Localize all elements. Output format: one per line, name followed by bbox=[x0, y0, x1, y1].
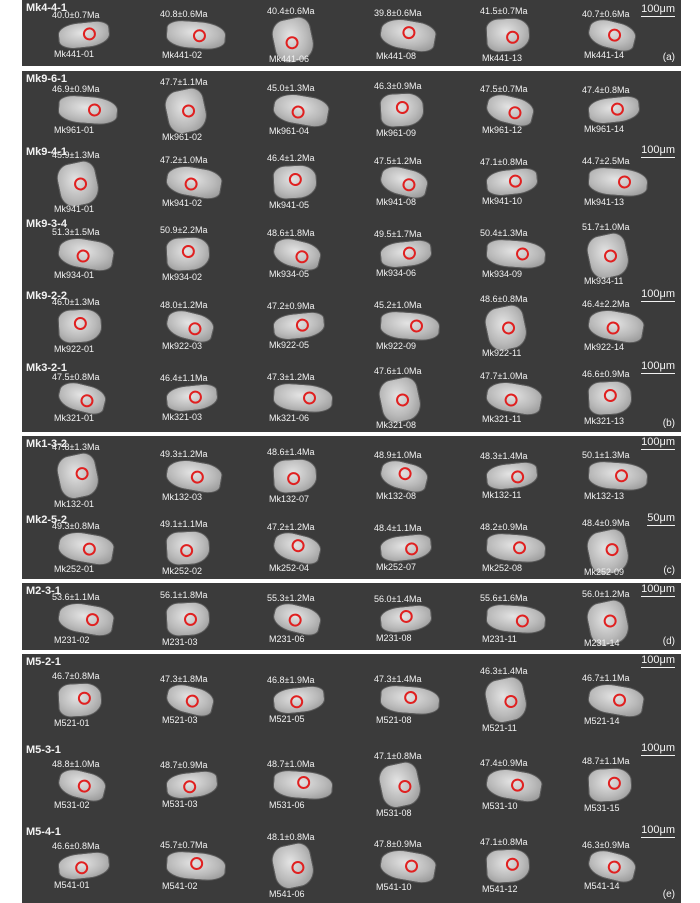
scale-bar-line bbox=[647, 525, 675, 526]
grain-age: 55.6±1.6Ma bbox=[480, 592, 528, 603]
grain-age: 40.8±0.6Ma bbox=[160, 9, 208, 19]
grain-id: Mk934-05 bbox=[269, 269, 310, 279]
grain-id: M521-14 bbox=[584, 716, 620, 726]
zircon-grain bbox=[484, 378, 544, 417]
zircon-grain bbox=[379, 91, 425, 127]
grain-id: Mk132-01 bbox=[54, 499, 95, 509]
zircon-grain bbox=[162, 85, 210, 136]
scale-bar-line bbox=[641, 837, 675, 838]
grain-id: Mk132-03 bbox=[162, 492, 203, 502]
zircon-grain bbox=[377, 457, 430, 496]
grain-age: 49.1±1.1Ma bbox=[160, 518, 208, 529]
zircon-grain bbox=[485, 238, 547, 270]
zircon-grain bbox=[270, 599, 323, 638]
grain-id: Mk321-11 bbox=[482, 414, 522, 424]
grain-age: 46.3±0.9Ma bbox=[582, 839, 630, 850]
zircon-grain bbox=[165, 19, 227, 51]
grain-id: Mk441-02 bbox=[162, 50, 203, 60]
grain-id: Mk441-06 bbox=[269, 54, 310, 64]
scale-bar bbox=[641, 144, 675, 156]
zircon-grain bbox=[482, 674, 530, 725]
zircon-grain bbox=[483, 90, 536, 129]
grain-age: 47.4±0.9Ma bbox=[480, 758, 528, 768]
zircon-grain bbox=[164, 456, 224, 495]
sample-row bbox=[22, 0, 681, 66]
sample-row bbox=[22, 583, 681, 650]
grain-age: 48.9±1.0Ma bbox=[374, 450, 422, 460]
grain-id: M541-14 bbox=[584, 880, 620, 891]
grain-id: M531-02 bbox=[54, 800, 90, 810]
zircon-grain bbox=[377, 163, 430, 202]
scale-bar-label: 100μm bbox=[641, 824, 675, 836]
analysis-spot bbox=[74, 316, 88, 330]
zircon-grain bbox=[270, 528, 323, 567]
grain-id: M531-06 bbox=[269, 800, 305, 810]
zircon-grain bbox=[482, 302, 530, 353]
grain-age: 47.2±1.0Ma bbox=[160, 155, 208, 165]
panel-1 bbox=[22, 0, 681, 66]
grain-id: Mk941-08 bbox=[376, 197, 417, 207]
zircon-grain bbox=[57, 850, 111, 881]
grain-age: 50.9±2.2Ma bbox=[160, 225, 208, 235]
zircon-grain bbox=[272, 382, 334, 414]
grain-id: M531-08 bbox=[376, 808, 412, 818]
sample-row bbox=[22, 824, 681, 903]
zircon-grain bbox=[272, 310, 326, 341]
zircon-grain bbox=[165, 382, 219, 413]
grain-id: Mk961-09 bbox=[376, 127, 417, 138]
grain-age: 48.3±1.4Ma bbox=[480, 451, 528, 461]
zircon-grain bbox=[485, 17, 531, 53]
zircon-grain bbox=[165, 769, 219, 800]
grain-age: 45.0±1.3Ma bbox=[267, 82, 315, 93]
grain-id: Mk922-14 bbox=[584, 342, 625, 352]
sample-row bbox=[22, 742, 681, 824]
grain-id: M531-03 bbox=[162, 799, 198, 809]
grain-age: 39.8±0.6Ma bbox=[374, 8, 422, 18]
panel-letter: (d) bbox=[662, 636, 675, 647]
grain-id: Mk961-02 bbox=[162, 132, 203, 142]
scale-bar bbox=[641, 654, 675, 666]
grain-id: M531-15 bbox=[584, 803, 620, 813]
grain-id: M231-11 bbox=[482, 633, 517, 644]
sample-title: Mk9-4-1 bbox=[26, 146, 67, 158]
grain-age: 48.0±1.2Ma bbox=[160, 300, 208, 310]
analysis-spot bbox=[182, 244, 196, 258]
scale-bar-line bbox=[641, 596, 675, 597]
grain-id: M541-12 bbox=[482, 883, 518, 894]
grain-id: Mk321-08 bbox=[376, 420, 417, 430]
scale-bar-line bbox=[641, 157, 675, 158]
grain-id: Mk132-13 bbox=[584, 491, 625, 501]
sample-title: Mk1-3-2 bbox=[26, 438, 67, 450]
grain-age: 47.8±1.3Ma bbox=[52, 442, 100, 452]
zircon-grain bbox=[54, 450, 102, 501]
zircon-grain bbox=[585, 16, 638, 55]
zircon-grain bbox=[586, 306, 646, 345]
grain-id: Mk961-12 bbox=[482, 124, 523, 135]
grain-id: M531-10 bbox=[482, 801, 518, 811]
sample-title: Mk3-2-1 bbox=[26, 362, 67, 374]
zircon-grain bbox=[484, 765, 544, 804]
scale-bar-label: 100μm bbox=[641, 144, 675, 156]
grain-age: 44.7±2.5Ma bbox=[582, 156, 630, 166]
sample-title: M2-3-1 bbox=[26, 585, 61, 597]
sample-row bbox=[22, 512, 681, 579]
grain-id: Mk321-06 bbox=[269, 413, 310, 423]
grain-id: Mk934-02 bbox=[162, 272, 203, 282]
scale-bar bbox=[641, 824, 675, 836]
grain-id: Mk941-01 bbox=[54, 204, 95, 214]
grain-id: Mk252-07 bbox=[376, 561, 417, 572]
sample-title: Mk9-2-2 bbox=[26, 290, 67, 302]
scale-bar-label: 50μm bbox=[647, 512, 675, 524]
grain-id: M231-14 bbox=[584, 638, 620, 648]
zircon-grain bbox=[585, 846, 638, 885]
panel-3 bbox=[22, 436, 681, 579]
sample-title: M5-2-1 bbox=[26, 656, 61, 668]
zircon-grain bbox=[376, 759, 424, 810]
zircon-grain bbox=[55, 379, 108, 418]
grain-age: 51.3±1.5Ma bbox=[52, 227, 100, 237]
grain-age: 48.4±0.9Ma bbox=[582, 518, 630, 528]
grain-age: 49.3±0.8Ma bbox=[52, 520, 100, 531]
zircon-grain bbox=[57, 308, 103, 344]
grain-id: Mk252-01 bbox=[54, 563, 95, 574]
grain-age: 45.7±0.7Ma bbox=[160, 839, 208, 850]
sample-row bbox=[22, 360, 681, 432]
grain-id: M231-08 bbox=[376, 632, 412, 643]
analysis-spot bbox=[508, 174, 522, 188]
scale-bar-label: 100μm bbox=[641, 742, 675, 754]
grain-age: 46.8±1.9Ma bbox=[267, 675, 315, 685]
grain-id: M541-02 bbox=[162, 880, 198, 891]
sample-title: Mk9-3-4 bbox=[26, 218, 67, 230]
grain-id: M541-06 bbox=[269, 888, 305, 899]
scale-bar-label: 100μm bbox=[641, 3, 675, 15]
grain-id: Mk441-01 bbox=[54, 49, 95, 59]
zircon-grain bbox=[378, 846, 438, 885]
zircon-grain bbox=[584, 230, 632, 281]
grain-age: 47.2±1.2Ma bbox=[267, 521, 315, 532]
zircon-grain bbox=[165, 529, 211, 565]
grain-id: Mk252-04 bbox=[269, 562, 310, 573]
grain-id: Mk934-09 bbox=[482, 269, 523, 279]
scale-bar-label: 100μm bbox=[641, 360, 675, 372]
grain-age: 47.2±0.9Ma bbox=[267, 301, 315, 311]
grain-age: 48.1±0.8Ma bbox=[267, 831, 315, 842]
panel-letter: (b) bbox=[662, 418, 675, 429]
zircon-grain bbox=[272, 769, 334, 801]
scale-bar-label: 100μm bbox=[641, 654, 675, 666]
scale-bar-line bbox=[641, 755, 675, 756]
grain-id: Mk252-09 bbox=[584, 567, 625, 577]
grain-id: Mk922-09 bbox=[376, 341, 417, 351]
grain-id: Mk941-05 bbox=[269, 200, 310, 210]
sample-title: M5-3-1 bbox=[26, 744, 61, 756]
analysis-spot bbox=[287, 471, 301, 485]
scale-bar-line bbox=[641, 301, 675, 302]
grain-age: 56.0±1.4Ma bbox=[374, 593, 422, 604]
grain-age: 50.1±1.3Ma bbox=[582, 450, 630, 460]
grain-age: 47.5±0.8Ma bbox=[52, 372, 100, 382]
grain-age: 49.3±1.2Ma bbox=[160, 449, 208, 459]
zircon-grain bbox=[54, 158, 102, 209]
grain-id: Mk441-08 bbox=[376, 51, 417, 61]
zircon-grain bbox=[55, 766, 108, 805]
grain-age: 45.9±1.3Ma bbox=[52, 150, 100, 160]
grain-id: Mk922-11 bbox=[482, 348, 522, 358]
scale-bar-line bbox=[641, 373, 675, 374]
grain-id: Mk252-02 bbox=[162, 565, 203, 576]
zircon-grain bbox=[165, 600, 211, 636]
zircon-grain bbox=[485, 531, 547, 563]
grain-id: M541-10 bbox=[376, 881, 412, 892]
grain-age: 48.6±1.8Ma bbox=[267, 228, 315, 238]
sample-title: Mk2-5-2 bbox=[26, 514, 67, 526]
grain-age: 48.8±1.0Ma bbox=[52, 759, 100, 769]
grain-age: 46.3±1.4Ma bbox=[480, 666, 528, 676]
sample-row bbox=[22, 288, 681, 360]
scale-bar-label: 100μm bbox=[641, 288, 675, 300]
grain-age: 47.3±1.4Ma bbox=[374, 674, 422, 684]
grain-id: Mk922-03 bbox=[162, 341, 203, 351]
scale-bar-line bbox=[641, 667, 675, 668]
zircon-grain bbox=[57, 682, 103, 718]
grain-age: 47.4±0.8Ma bbox=[582, 84, 630, 95]
grain-age: 46.6±0.9Ma bbox=[582, 369, 630, 379]
grain-age: 46.3±0.9Ma bbox=[374, 80, 422, 91]
zircon-grain bbox=[379, 532, 433, 563]
grain-id: Mk321-03 bbox=[162, 412, 203, 422]
grain-id: M231-03 bbox=[162, 636, 198, 647]
panel-letter: (a) bbox=[662, 52, 675, 63]
grain-age: 40.7±0.6Ma bbox=[582, 9, 630, 19]
grain-age: 50.4±1.3Ma bbox=[480, 228, 528, 238]
grain-age: 48.7±1.0Ma bbox=[267, 759, 315, 769]
grain-age: 46.4±2.2Ma bbox=[582, 299, 630, 309]
sample-row bbox=[22, 216, 681, 288]
zircon-grain bbox=[272, 164, 318, 200]
panel-4 bbox=[22, 583, 681, 650]
zircon-grain bbox=[587, 94, 641, 125]
zircon-grain bbox=[379, 603, 433, 634]
panel-letter: (c) bbox=[663, 565, 675, 576]
zircon-grain bbox=[378, 15, 438, 54]
grain-age: 47.5±0.7Ma bbox=[480, 83, 528, 94]
zircon-grain bbox=[57, 93, 119, 125]
grain-age: 46.0±1.3Ma bbox=[52, 297, 100, 307]
grain-id: M231-02 bbox=[54, 634, 90, 645]
sample-row bbox=[22, 144, 681, 216]
zircon-grain bbox=[586, 680, 646, 719]
grain-age: 56.1±1.8Ma bbox=[160, 589, 208, 600]
zircon-grain bbox=[587, 166, 649, 198]
zircon-grain bbox=[376, 374, 424, 425]
scale-bar-label: 100μm bbox=[641, 583, 675, 595]
grain-id: Mk441-14 bbox=[584, 50, 625, 60]
grain-age: 53.6±1.1Ma bbox=[52, 591, 100, 602]
grain-id: Mk922-05 bbox=[269, 340, 310, 350]
zircon-grain bbox=[165, 236, 211, 272]
sample-row bbox=[22, 654, 681, 742]
zircon-grain bbox=[271, 90, 331, 129]
analysis-spot bbox=[604, 388, 618, 402]
scale-bar bbox=[641, 436, 675, 448]
zircon-grain bbox=[56, 599, 116, 638]
grain-age: 46.4±1.1Ma bbox=[160, 373, 208, 383]
zircon-grain bbox=[163, 307, 216, 346]
grain-age: 47.7±1.1Ma bbox=[160, 77, 208, 87]
grain-age: 47.3±1.2Ma bbox=[267, 372, 315, 382]
grain-age: 46.9±0.9Ma bbox=[52, 83, 100, 94]
grain-age: 46.6±0.8Ma bbox=[52, 840, 100, 851]
grain-age: 47.6±1.0Ma bbox=[374, 366, 422, 376]
grain-age: 47.1±0.8Ma bbox=[480, 836, 528, 847]
grain-age: 48.4±1.1Ma bbox=[374, 522, 422, 533]
grain-id: Mk321-01 bbox=[54, 413, 95, 423]
grain-id: M521-03 bbox=[162, 715, 198, 725]
panel-2 bbox=[22, 71, 681, 432]
scale-bar bbox=[641, 583, 675, 595]
grain-id: M521-05 bbox=[269, 714, 305, 724]
zircon-grain bbox=[269, 840, 317, 891]
sample-title: Mk9-6-1 bbox=[26, 73, 67, 85]
scale-bar bbox=[641, 742, 675, 754]
zircon-grain bbox=[587, 380, 633, 416]
grain-age: 46.7±1.1Ma bbox=[582, 673, 630, 683]
zircon-grain bbox=[56, 234, 116, 273]
grain-age: 49.5±1.7Ma bbox=[374, 229, 422, 239]
grain-age: 47.7±1.0Ma bbox=[480, 371, 528, 381]
zircon-grain bbox=[57, 19, 111, 50]
grain-id: Mk252-08 bbox=[482, 562, 523, 573]
scale-bar bbox=[641, 360, 675, 372]
grain-age: 47.3±1.8Ma bbox=[160, 674, 208, 684]
grain-age: 55.3±1.2Ma bbox=[267, 592, 315, 603]
zircon-grain bbox=[272, 684, 326, 715]
grain-id: Mk961-14 bbox=[584, 123, 625, 134]
scale-bar bbox=[647, 512, 675, 524]
grain-age: 47.8±0.9Ma bbox=[374, 838, 422, 849]
zircon-grain bbox=[164, 162, 224, 201]
grain-id: Mk132-08 bbox=[376, 491, 417, 501]
grain-age: 51.7±1.0Ma bbox=[582, 222, 630, 232]
zircon-grain bbox=[379, 684, 441, 716]
grain-id: Mk922-01 bbox=[54, 344, 95, 354]
grain-id: Mk961-01 bbox=[54, 124, 95, 135]
grain-id: Mk321-13 bbox=[584, 416, 625, 426]
panel-5 bbox=[22, 654, 681, 903]
grain-id: Mk961-04 bbox=[269, 125, 310, 136]
analysis-spot bbox=[289, 172, 303, 186]
grain-age: 56.0±1.2Ma bbox=[582, 589, 630, 599]
zircon-grain bbox=[379, 310, 441, 342]
grain-id: Mk941-02 bbox=[162, 198, 203, 208]
zircon-grain bbox=[485, 460, 539, 491]
grain-age: 47.1±0.8Ma bbox=[374, 751, 422, 761]
zircon-grain bbox=[163, 681, 216, 720]
sample-title: Mk4-4-1 bbox=[26, 2, 67, 14]
zircon-grain bbox=[379, 238, 433, 269]
sample-row bbox=[22, 436, 681, 512]
grain-age: 40.4±0.6Ma bbox=[267, 6, 315, 16]
grain-age: 48.7±1.1Ma bbox=[582, 756, 630, 766]
analysis-spot bbox=[402, 246, 416, 260]
grain-id: Mk934-01 bbox=[54, 270, 95, 280]
scale-bar-label: 100μm bbox=[641, 436, 675, 448]
grain-id: Mk934-11 bbox=[584, 276, 624, 286]
zircon-grain bbox=[485, 602, 547, 634]
grain-id: Mk132-07 bbox=[269, 494, 310, 504]
zircon-grain bbox=[270, 235, 323, 274]
grain-id: M521-08 bbox=[376, 715, 412, 725]
grain-age: 47.5±1.2Ma bbox=[374, 156, 422, 166]
panel-letter: (e) bbox=[662, 889, 675, 900]
zircon-grain bbox=[165, 849, 227, 881]
grain-age: 40.0±0.7Ma bbox=[52, 10, 100, 20]
zircon-grain bbox=[587, 460, 649, 492]
grain-age: 48.6±0.8Ma bbox=[480, 294, 528, 304]
grain-id: Mk941-13 bbox=[584, 197, 625, 207]
grain-age: 48.2±0.9Ma bbox=[480, 521, 528, 532]
grain-id: M521-11 bbox=[482, 723, 517, 733]
zircon-grain bbox=[272, 458, 318, 494]
grain-id: Mk441-13 bbox=[482, 53, 523, 63]
grain-id: M541-01 bbox=[54, 879, 90, 890]
analysis-spot bbox=[188, 390, 202, 404]
zircon-grain bbox=[485, 166, 539, 197]
grain-id: M521-01 bbox=[54, 718, 90, 728]
grain-age: 45.2±1.0Ma bbox=[374, 300, 422, 310]
grain-id: Mk941-10 bbox=[482, 196, 523, 206]
scale-bar-line bbox=[641, 449, 675, 450]
grain-id: Mk934-06 bbox=[376, 268, 417, 278]
grain-age: 48.6±1.4Ma bbox=[267, 447, 315, 457]
zircon-grain bbox=[56, 528, 116, 567]
grain-age: 47.1±0.8Ma bbox=[480, 157, 528, 167]
grain-age: 46.7±0.8Ma bbox=[52, 671, 100, 681]
grain-id: Mk132-11 bbox=[482, 490, 522, 500]
grain-id: M231-06 bbox=[269, 633, 305, 644]
grain-age: 48.7±0.9Ma bbox=[160, 760, 208, 770]
sample-title: M5-4-1 bbox=[26, 826, 61, 838]
grain-age: 46.4±1.2Ma bbox=[267, 153, 315, 163]
zircon-grain bbox=[485, 847, 531, 883]
analysis-spot bbox=[180, 543, 194, 557]
zircon-grain bbox=[587, 767, 633, 803]
analysis-spot bbox=[295, 318, 309, 332]
grain-age: 41.5±0.7Ma bbox=[480, 6, 528, 16]
sample-row bbox=[22, 71, 681, 144]
scale-bar bbox=[641, 288, 675, 300]
